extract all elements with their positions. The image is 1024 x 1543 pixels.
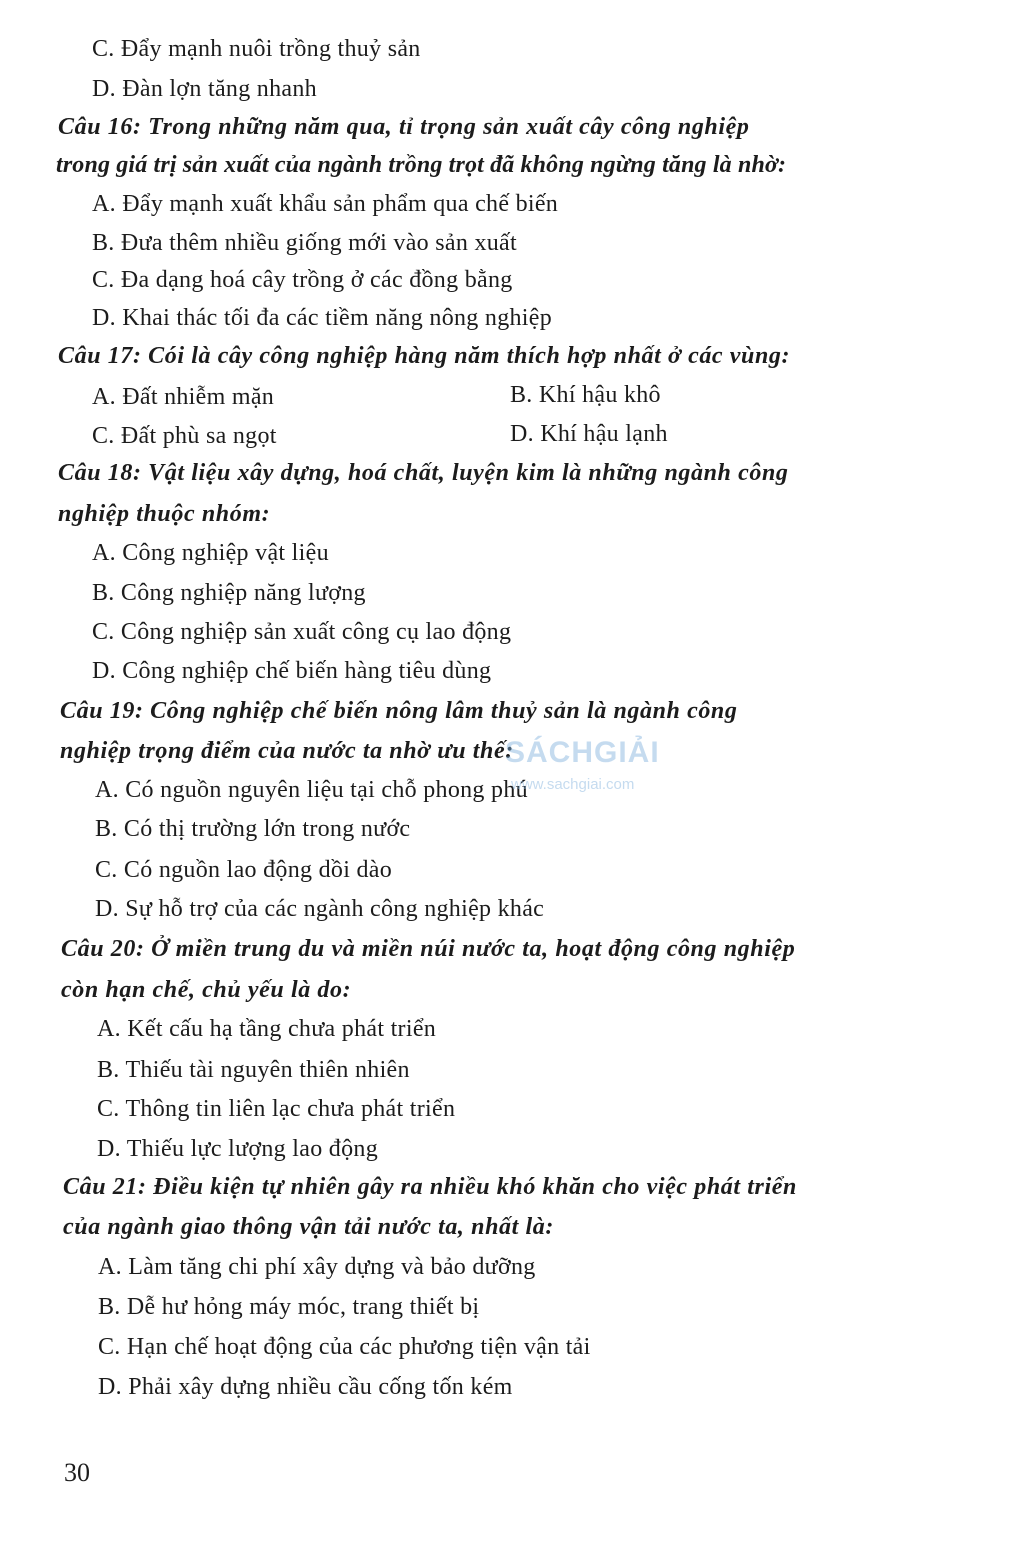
question-17: Câu 17: Cói là cây công nghiệp hàng năm thích hợp nhất ở các vùng: xyxy=(58,343,791,369)
option-a: A. Làm tăng chi phí xây dựng và bảo dưỡng xyxy=(98,1254,536,1280)
option-c: C. Đất phù sa ngọt xyxy=(92,423,277,449)
option-c: C. Hạn chế hoạt động của các phương tiện vận tải xyxy=(98,1334,591,1360)
option-d: D. Thiếu lực lượng lao động xyxy=(97,1136,378,1162)
option-d: D. Khai thác tối đa các tiềm năng nông nghiệp xyxy=(92,305,553,331)
option-d: D. Công nghiệp chế biến hàng tiêu dùng xyxy=(92,658,492,684)
question-18-line-2: nghiệp thuộc nhóm: xyxy=(58,501,271,527)
question-19-line-1: Câu 19: Công nghiệp chế biến nông lâm thuỷ sản là ngành công xyxy=(60,698,738,724)
option-a: A. Có nguồn nguyên liệu tại chỗ phong phú xyxy=(95,777,528,803)
page-number: 30 xyxy=(64,1458,90,1487)
option-a: A. Kết cấu hạ tầng chưa phát triển xyxy=(97,1016,437,1042)
question-19-line-2: nghiệp trọng điểm của nước ta nhờ ưu thế: xyxy=(60,738,514,764)
question-21-line-2: của ngành giao thông vận tải nước ta, nhất là: xyxy=(63,1214,554,1240)
option-c: C. Có nguồn lao động dồi dào xyxy=(95,857,393,883)
option-a: A. Công nghiệp vật liệu xyxy=(92,540,329,566)
option-c: C. Công nghiệp sản xuất công cụ lao động xyxy=(92,619,512,645)
question-16-line-1: Câu 16: Trong những năm qua, tỉ trọng sản xuất cây công nghiệp xyxy=(58,114,750,140)
option-line: D. Đàn lợn tăng nhanh xyxy=(92,76,317,102)
option-b: B. Công nghiệp năng lượng xyxy=(92,580,366,606)
question-20-line-1: Câu 20: Ở miền trung du và miền núi nước ta, hoạt động công nghiệp xyxy=(61,936,796,962)
option-b: B. Thiếu tài nguyên thiên nhiên xyxy=(97,1057,410,1083)
option-line: C. Đẩy mạnh nuôi trồng thuỷ sản xyxy=(92,36,421,62)
option-a: A. Đẩy mạnh xuất khẩu sản phẩm qua chế biến xyxy=(92,191,559,217)
option-a: A. Đất nhiễm mặn xyxy=(92,384,275,410)
option-d: D. Phải xây dựng nhiều cầu cống tốn kém xyxy=(98,1374,513,1400)
question-21-line-1: Câu 21: Điều kiện tự nhiên gây ra nhiều khó khăn cho việc phát triển xyxy=(63,1174,797,1200)
question-16-line-2: trong giá trị sản xuất của ngành trồng trọt đã không ngừng tăng là nhờ: xyxy=(56,152,787,178)
option-d: D. Khí hậu lạnh xyxy=(510,421,668,447)
option-c: C. Đa dạng hoá cây trồng ở các đồng bằng xyxy=(92,267,513,293)
watermark xyxy=(505,722,660,812)
watermark-logo: SÁCHGIẢI xyxy=(505,736,660,769)
option-b: B. Có thị trường lớn trong nước xyxy=(95,816,411,842)
option-c: C. Thông tin liên lạc chưa phát triển xyxy=(97,1096,456,1122)
watermark-url: www.sachgiai.com xyxy=(511,776,635,793)
question-20-line-2: còn hạn chế, chủ yếu là do: xyxy=(61,977,352,1003)
option-b: B. Dễ hư hỏng máy móc, trang thiết bị xyxy=(98,1294,480,1320)
option-d: D. Sự hỗ trợ của các ngành công nghiệp khác xyxy=(95,896,545,922)
option-b: B. Khí hậu khô xyxy=(510,382,661,408)
question-18-line-1: Câu 18: Vật liệu xây dựng, hoá chất, luyện kim là những ngành công xyxy=(58,460,789,486)
option-b: B. Đưa thêm nhiều giống mới vào sản xuất xyxy=(92,230,517,256)
